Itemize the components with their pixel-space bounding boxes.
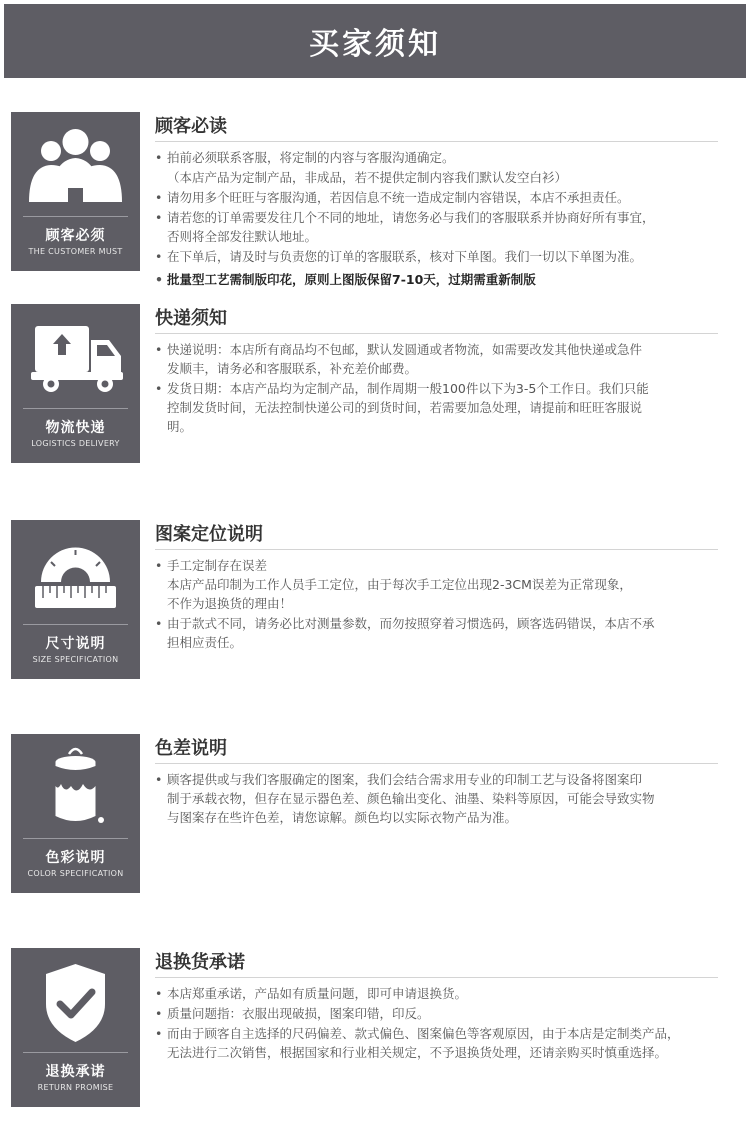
paint-bucket-icon [11,742,140,836]
badge-divider [23,624,128,625]
section-badge [11,734,140,893]
list-item [155,208,730,246]
section-title: 色差说明 [155,738,227,759]
list-item [155,340,730,378]
list-item [155,1024,730,1062]
list-item [155,556,730,613]
item-line: 控制发货时间，无法控制快递公司的到货时间，若需要加急处理，请提前和旺旺客服说 [167,400,643,415]
page-title: 买家须知 [309,27,441,62]
list-item [155,984,730,1003]
badge-title-en: COLOR SPECIFICATION [27,869,124,878]
item-line: • 拍前必须联系客服，将定制的内容与客服沟通确定。 [167,150,455,165]
badge-title-en: LOGISTICS DELIVERY [31,439,120,448]
list-item [155,247,730,266]
section-badge [11,304,140,463]
section-title: 退换货承诺 [155,952,245,973]
item-line: 无法进行二次销售，根据国家和行业相关规定，不予退换货处理，还请亲购买时慎重选择。 [167,1045,668,1060]
section-rule [155,141,718,142]
badge-title-cn: 物流快递 [45,420,106,436]
section-badge [11,520,140,679]
item-line: • 批量型工艺需制版印花，原则上图版保留7-10天，过期需重新制版 [167,272,536,287]
item-line: • 本店郑重承诺，产品如有质量问题，即可申请退换货。 [167,986,468,1001]
badge-title-en: RETURN PROMISE [37,1083,114,1092]
section-title: 快递须知 [155,308,227,329]
badge-title-en: THE CUSTOMER MUST [28,247,123,256]
section-rule [155,763,718,764]
section-rule [155,549,718,550]
ruler-protractor-icon [11,528,140,622]
list-item [155,188,730,207]
section-items [155,556,730,653]
list-item [155,168,730,187]
item-line: （本店产品为定制产品，非成品，若不提供定制内容我们默认发空白衫） [167,170,568,185]
badge-title-cn: 顾客必须 [45,228,106,244]
badge-title-cn: 尺寸说明 [45,636,106,652]
item-line: • 请勿用多个旺旺与客服沟通，若因信息不统一造成定制内容错误，本店不承担责任。 [167,190,630,205]
section-rule [155,333,718,334]
section-items [155,984,730,1063]
item-line: 担相应责任。 [167,635,243,650]
people-icon [11,120,140,214]
list-item [155,270,730,289]
item-line: • 手工定制存在误差 [167,558,268,573]
section-items [155,770,730,828]
list-item [155,1004,730,1023]
section-badge [11,948,140,1107]
item-line: 制于承载衣物，但存在显示器色差、颜色输出变化、油墨、染料等原因，可能会导致实物 [167,791,655,806]
section-title: 顾客必读 [155,116,227,137]
badge-divider [23,216,128,217]
list-item [155,614,730,652]
badge-title-cn: 色彩说明 [45,850,106,866]
section-items [155,148,730,290]
item-line: • 请若您的订单需要发往几个不同的地址，请您务必与我们的客服联系并协商好所有事宜， [167,210,655,225]
section-items [155,340,730,437]
section-title: 图案定位说明 [155,524,263,545]
list-item [155,770,730,827]
list-item [155,148,730,167]
item-line: • 而由于顾客自主选择的尺码偏差、款式偏色、图案偏色等客观原因，由于本店是定制类产品， [167,1026,680,1041]
item-line: 不作为退换货的理由！ [167,596,293,611]
item-line: • 顾客提供或与我们客服确定的图案，我们会结合需求用专业的印制工艺与设备将图案印 [167,772,643,787]
shield-check-icon [11,956,140,1050]
item-line: • 在下单后，请及时与负责您的订单的客服联系，核对下单图。我们一切以下单图为准。 [167,249,643,264]
item-line: • 质量问题指：衣服出现破损，图案印错，印反。 [167,1006,430,1021]
item-line: 否则将全部发往默认地址。 [167,229,318,244]
item-line: 发顺丰，请务必和客服联系，补充差价邮费。 [167,361,418,376]
item-line: 与图案存在些许色差，请您谅解。颜色均以实际衣物产品为准。 [167,810,518,825]
delivery-truck-icon [11,312,140,406]
item-line: • 发货日期：本店产品均为定制产品，制作周期一般100件以下为3-5个工作日。我们只能 [167,381,649,396]
item-line: • 由于款式不同，请务必比对测量参数，而勿按照穿着习惯选码，顾客选码错误，本店不承 [167,616,655,631]
badge-title-en: SIZE SPECIFICATION [32,655,119,664]
item-line: • 快递说明：本店所有商品均不包邮，默认发圆通或者物流，如需要改发其他快递或急件 [167,342,643,357]
list-item [155,379,730,436]
item-line: 本店产品印制为工作人员手工定位，由于每次手工定位出现2-3CM误差为正常现象， [167,577,632,592]
badge-divider [23,838,128,839]
badge-title-cn: 退换承诺 [45,1064,106,1080]
item-line: 明。 [167,419,193,434]
section-badge [11,112,140,271]
badge-divider [23,408,128,409]
page-header [4,4,746,78]
badge-divider [23,1052,128,1053]
section-rule [155,977,718,978]
